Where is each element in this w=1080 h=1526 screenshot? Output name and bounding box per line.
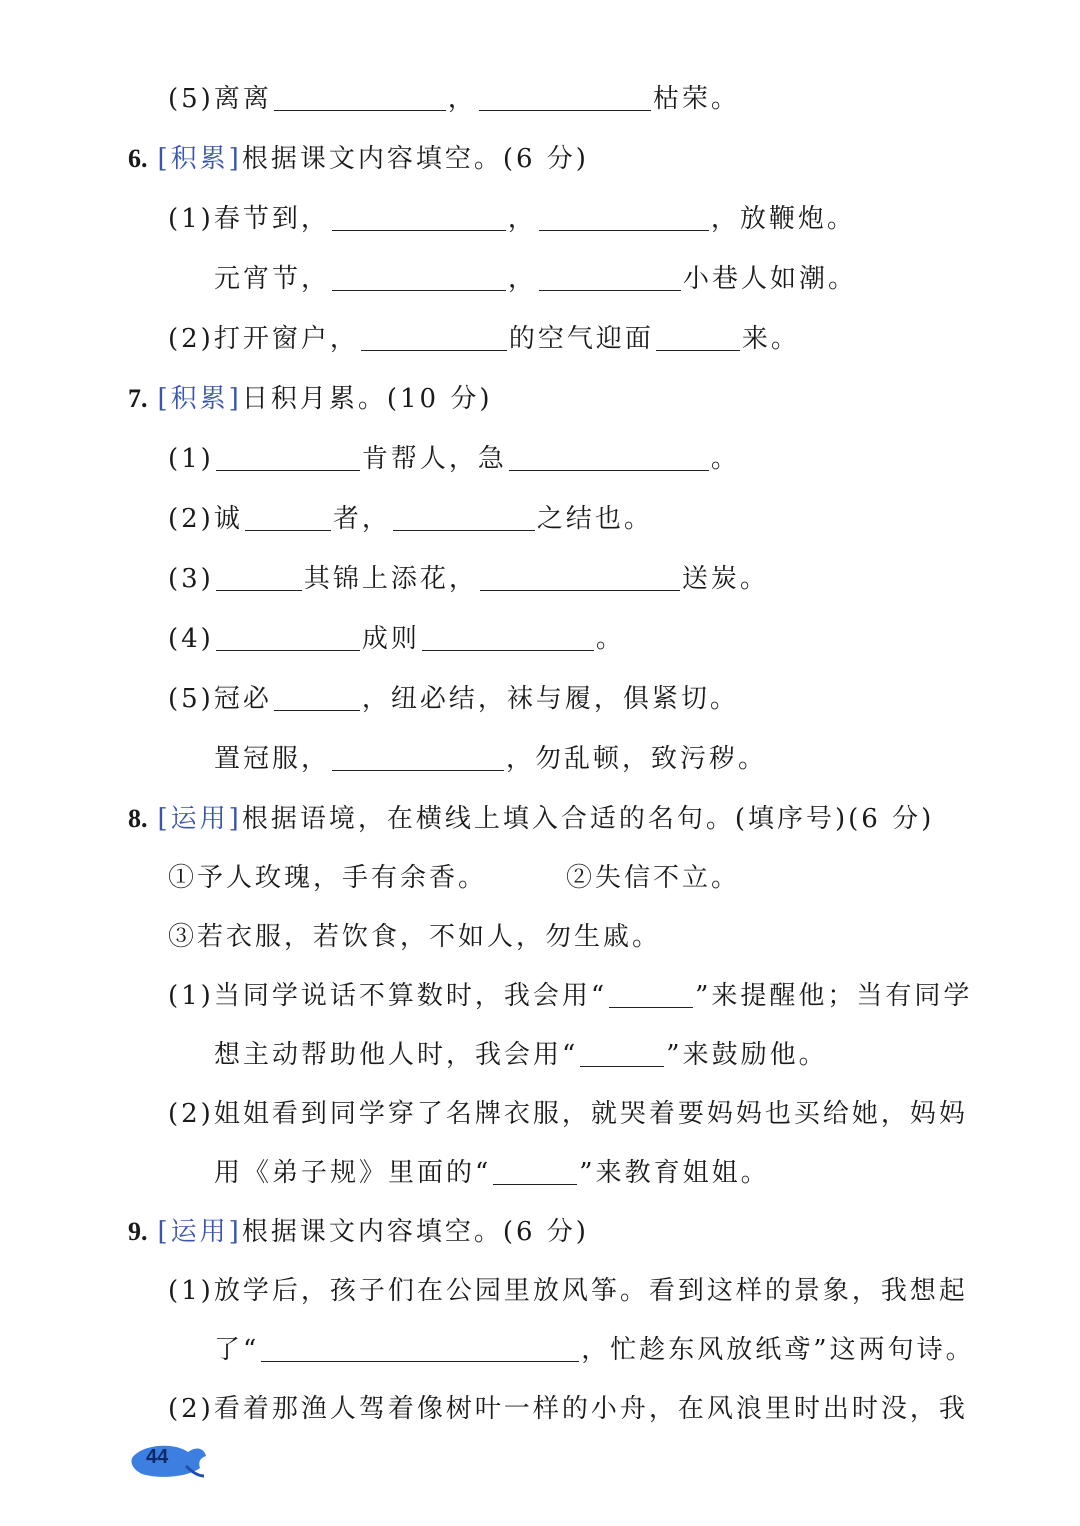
line-text: (5)离离 xyxy=(168,84,272,114)
line-text: (4) xyxy=(168,624,214,654)
question-number: 9. xyxy=(128,1217,148,1246)
option-1: ①予人玫瑰，手有余香。 xyxy=(168,863,488,893)
question-text: 根据语境，在横线上填入合适的名句。(填序号)(6 分) xyxy=(241,804,935,834)
line-text: (1)当同学说话不算数时，我会用“ xyxy=(168,981,608,1011)
line-text: 来。 xyxy=(741,324,800,354)
line-text: 。 xyxy=(710,444,740,474)
fill-line-7-5 xyxy=(168,682,739,716)
answer-blank[interactable] xyxy=(509,444,709,471)
fill-line-9-2 xyxy=(214,1333,975,1367)
option-line-1 xyxy=(168,861,487,895)
fill-line-5 xyxy=(168,82,740,116)
line-text: (1)春节到， xyxy=(168,204,330,234)
question-tag: 运用 xyxy=(170,804,229,834)
answer-blank[interactable] xyxy=(479,84,651,111)
line-text: 送炭。 xyxy=(681,564,769,594)
question-text: 根据课文内容填空。(6 分) xyxy=(241,1217,589,1247)
line-text: (5)冠必 xyxy=(168,684,272,714)
tag-bracket: ] xyxy=(228,384,242,414)
answer-blank[interactable] xyxy=(493,1158,577,1185)
page-number: 44 xyxy=(146,1446,169,1468)
question-text: 根据课文内容填空。(6 分) xyxy=(241,144,589,174)
answer-blank[interactable] xyxy=(274,684,360,711)
fill-line-8-1 xyxy=(168,979,972,1013)
answer-blank[interactable] xyxy=(539,264,681,291)
line-text: ，勿乱顿，致污秽。 xyxy=(506,744,768,774)
question-number: 6. xyxy=(128,144,148,173)
line-text: 小巷人如潮。 xyxy=(683,264,858,294)
fill-line-6-2 xyxy=(214,262,857,296)
fill-line-7-2 xyxy=(168,502,653,536)
question-number: 7. xyxy=(128,384,148,413)
question-6-heading xyxy=(128,142,589,176)
fill-line-6-3 xyxy=(168,322,800,356)
tag-bracket: ] xyxy=(228,1217,242,1247)
option-2: ②失信不立。 xyxy=(566,863,741,893)
text-line-9-3 xyxy=(168,1392,968,1426)
option-line-3 xyxy=(168,920,661,954)
line-text: (2)看着那渔人驾着像树叶一样的小舟，在风浪里时出时没，我 xyxy=(168,1394,968,1424)
tag-bracket: [ xyxy=(157,1217,171,1247)
answer-blank[interactable] xyxy=(332,744,504,771)
answer-blank[interactable] xyxy=(216,444,360,471)
question-7-heading xyxy=(128,382,492,416)
answer-blank[interactable] xyxy=(422,624,594,651)
line-text: 的空气迎面 xyxy=(508,324,654,354)
line-text: 其锦上添花， xyxy=(303,564,478,594)
line-text: ”来提醒他；当有同学 xyxy=(695,981,973,1011)
line-text: (1)放学后，孩子们在公园里放风筝。看到这样的景象，我想起 xyxy=(168,1276,968,1306)
answer-blank[interactable] xyxy=(274,84,446,111)
line-text: 成则 xyxy=(361,624,420,654)
answer-blank[interactable] xyxy=(393,504,535,531)
question-tag: 运用 xyxy=(170,1217,229,1247)
fill-line-8-4 xyxy=(214,1156,770,1190)
line-text: (2)姐姐看到同学穿了名牌衣服，就哭着要妈妈也买给她，妈妈 xyxy=(168,1099,968,1129)
tag-bracket: ] xyxy=(228,144,242,174)
line-text: (1) xyxy=(168,444,214,474)
line-text: 用《弟子规》里面的“ xyxy=(214,1158,492,1188)
option-line-2 xyxy=(566,861,740,895)
answer-blank[interactable] xyxy=(656,324,740,351)
fill-line-7-1 xyxy=(168,442,740,476)
line-text: ，忙趁东风放纸鸢”这两句诗。 xyxy=(581,1335,975,1365)
fill-line-8-2 xyxy=(214,1038,828,1072)
fill-line-7-3 xyxy=(168,562,769,596)
answer-blank[interactable] xyxy=(539,204,709,231)
line-text: ， xyxy=(507,204,537,234)
question-8-heading xyxy=(128,802,934,836)
answer-blank[interactable] xyxy=(216,624,360,651)
line-text: 。 xyxy=(595,624,625,654)
answer-blank[interactable] xyxy=(580,1040,664,1067)
line-text: ，放鞭炮。 xyxy=(710,204,856,234)
question-9-heading xyxy=(128,1215,589,1249)
line-text: (3) xyxy=(168,564,214,594)
option-3: ③若衣服，若饮食，不如人，勿生戚。 xyxy=(168,922,662,952)
answer-blank[interactable] xyxy=(261,1335,579,1362)
question-text: 日积月累。(10 分) xyxy=(241,384,493,414)
question-tag: 积累 xyxy=(170,384,229,414)
tag-bracket: [ xyxy=(157,144,171,174)
line-text: 枯荣。 xyxy=(652,84,740,114)
answer-blank[interactable] xyxy=(609,981,693,1008)
answer-blank[interactable] xyxy=(480,564,680,591)
question-tag: 积累 xyxy=(170,144,229,174)
line-text: 了“ xyxy=(214,1335,260,1365)
fill-line-7-6 xyxy=(214,742,767,776)
answer-blank[interactable] xyxy=(216,564,302,591)
tag-bracket: [ xyxy=(157,384,171,414)
question-number: 8. xyxy=(128,804,148,833)
text-line-8-3 xyxy=(168,1097,968,1131)
line-text: ”来教育姐姐。 xyxy=(579,1158,770,1188)
line-text: ”来鼓励他。 xyxy=(666,1040,828,1070)
line-text: 想主动帮助他人时，我会用“ xyxy=(214,1040,579,1070)
line-text: ， xyxy=(447,84,477,114)
line-text: 之结也。 xyxy=(536,504,653,534)
answer-blank[interactable] xyxy=(245,504,331,531)
fill-line-7-4 xyxy=(168,622,625,656)
tag-bracket: ] xyxy=(228,804,242,834)
line-text: ， xyxy=(508,264,538,294)
text-line-9-1 xyxy=(168,1274,968,1308)
line-text: 置冠服， xyxy=(214,744,331,774)
tag-bracket: [ xyxy=(157,804,171,834)
line-text: 者， xyxy=(332,504,391,534)
fill-line-6-1 xyxy=(168,202,856,236)
line-text: (2)诚 xyxy=(168,504,243,534)
line-text: (2)打开窗户， xyxy=(168,324,359,354)
line-text: ，纽必结，袜与履，俱紧切。 xyxy=(361,684,739,714)
line-text: 元宵节， xyxy=(214,264,331,294)
answer-blank[interactable] xyxy=(361,324,507,351)
line-text: 肯帮人，急 xyxy=(361,444,507,474)
answer-blank[interactable] xyxy=(332,264,506,291)
answer-blank[interactable] xyxy=(332,204,506,231)
